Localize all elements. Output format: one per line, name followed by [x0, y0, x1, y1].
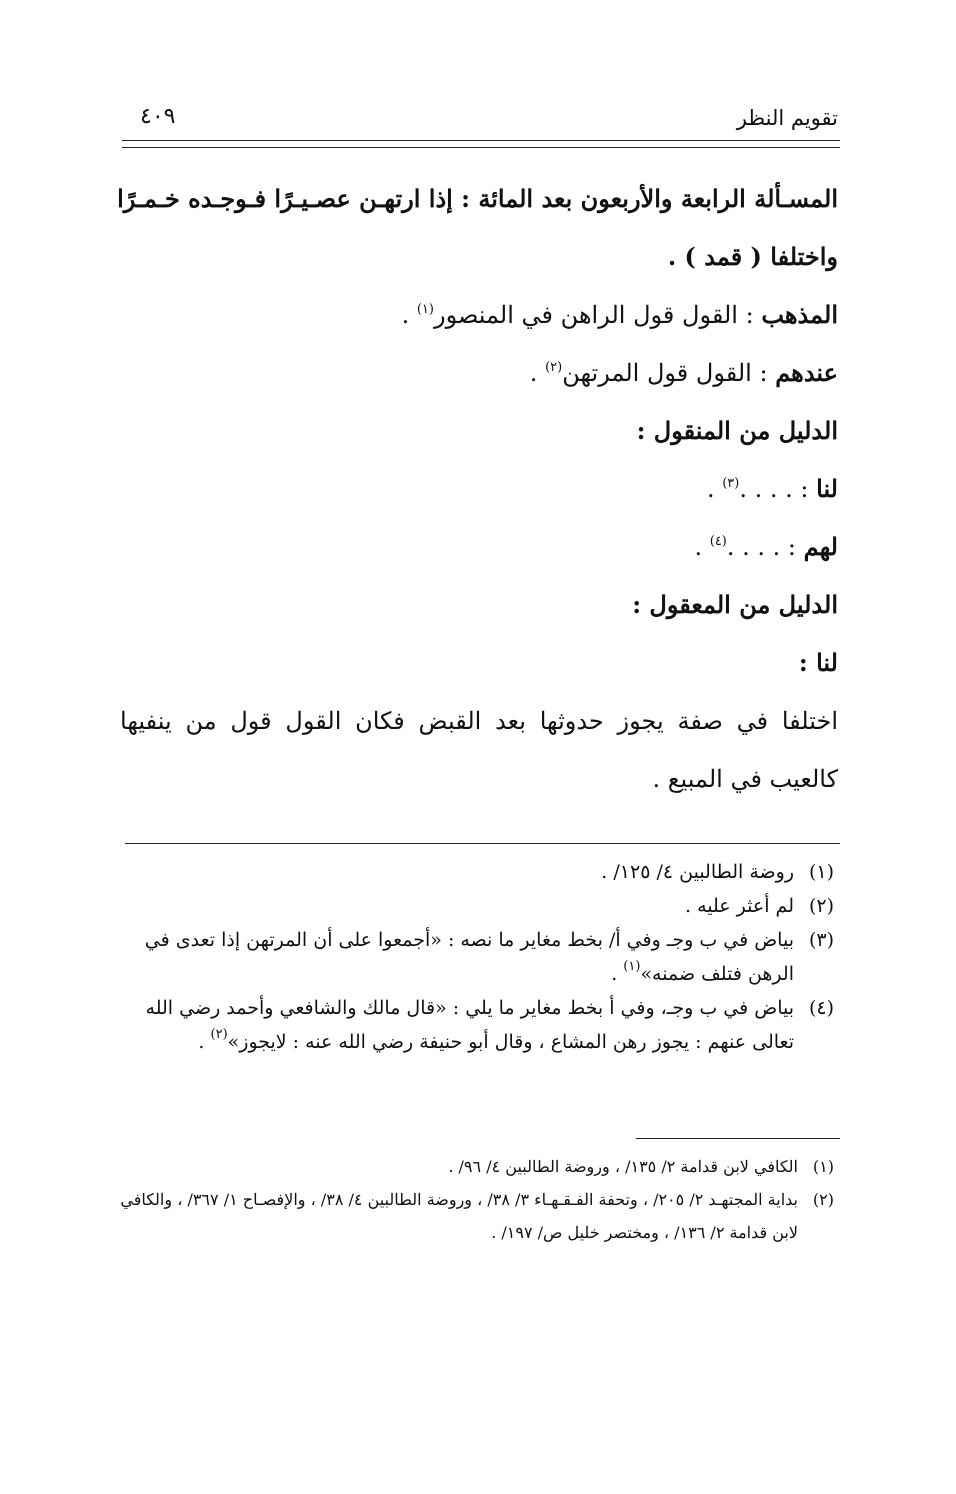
madhhab-line — [120, 286, 838, 344]
footnote-ref-3: (٣) — [722, 476, 740, 491]
subfootnote-separator — [636, 1138, 840, 1139]
indahum-line — [120, 344, 838, 402]
footnote-text: بياض في ب وجـ، وفي أ بخط مغاير ما يلي : «قال مالك والشافعي وأحمد رضي الله تعالى عنهم : يجوز رهن المشاع ، وقال أبو حنيفة رضي الله عنه : لايجوز» — [145, 997, 794, 1053]
subfootnotes — [118, 1150, 834, 1249]
footnote-text: بياض في ب وجـ وفي أ/ بخط مغاير ما نصه : «أجمعوا على أن المرتهن إذا تعدى في الرهن فتلف ضمنه» — [144, 929, 794, 985]
lana-text: : . . . . — [739, 475, 809, 503]
argument-line-2: كالعيب في المبيع . — [652, 765, 838, 793]
madhhab-text: : القول قول الراهن في المنصور — [433, 301, 754, 329]
footnote-ref-1: (١) — [416, 302, 434, 317]
footnote-text-wrap — [118, 923, 794, 991]
running-title: تقويم النظر — [736, 106, 838, 130]
subfootnote-number: (١) — [812, 1157, 834, 1176]
footnote-ref-4: (٤) — [709, 534, 727, 549]
footnote — [118, 991, 834, 1059]
subfootnote-ref-2: (٢) — [210, 1027, 228, 1042]
subfootnote-text: بداية المجتهـد ٢/ ٢٠٥/ ، وتحفة الفـقـهـاء ٣/ ٣٨/ ، وروضة الطالبين ٤/ ٣٨/ ، والإفصـاح ١/ ٣٦٧/ ، والكافي لابن قدامة ٢/ ١٣٦/ ، ومختصر خليل ص/ ١٩٧/ . — [120, 1190, 798, 1242]
subfootnote — [118, 1183, 834, 1249]
footnote-number: (١) — [808, 861, 834, 883]
footnote-separator — [125, 843, 840, 844]
argument-line-1: اختلفا في صفة يجوز حدوثها بعد القبض فكان القول قول من ينفيها — [120, 707, 838, 735]
manqul-heading: الدليل من المنقول : — [636, 416, 838, 445]
subfootnote-text: الكافي لابن قدامة ٢/ ١٣٥/ ، وروضة الطالبين ٤/ ٩٦/ . — [448, 1157, 798, 1176]
footnote-number: (٢) — [808, 895, 834, 917]
footnote-number: (٣) — [808, 929, 834, 951]
indahum-label: عندهم — [775, 358, 838, 387]
lana-line — [120, 460, 838, 518]
lana2-label: لنا : — [798, 648, 838, 677]
footnote-text: روضة الطالبين ٤/ ١٢٥/ . — [601, 861, 794, 883]
lana-label: لنا — [816, 474, 838, 503]
subfootnote — [118, 1150, 834, 1183]
footnote-text: لم أعثر عليه . — [685, 895, 794, 917]
header-rule-top — [122, 140, 840, 141]
footnote-end: . — [198, 1031, 211, 1053]
subfootnote-number: (٢) — [812, 1190, 834, 1209]
madhhab-end: . — [401, 301, 417, 329]
lahum-text: : . . . . — [726, 533, 796, 561]
issue-heading: المسـألة الرابعة والأربعون بعد المائة : إذا ارتهـن عصـيـرًا فـوجـده خـمـرًا — [117, 184, 838, 213]
footnote-ref-2: (٢) — [545, 360, 563, 375]
lana-end: . — [706, 475, 723, 503]
indahum-text: : القول قول المرتهن — [562, 359, 768, 387]
lahum-end: . — [694, 533, 710, 561]
footnotes — [118, 855, 834, 1059]
madhhab-label: المذهب — [761, 300, 838, 329]
page-number: ٤٠٩ — [140, 104, 176, 129]
header-rule-bottom — [122, 147, 840, 148]
subfootnote-ref-1: (١) — [623, 959, 641, 974]
indahum-end: . — [529, 359, 546, 387]
maqul-heading: الدليل من المعقول : — [632, 590, 838, 619]
footnote-text-wrap — [118, 991, 794, 1059]
footnote — [118, 855, 834, 889]
lahum-line — [120, 518, 838, 576]
footnote — [118, 889, 834, 923]
footnote-end: . — [611, 963, 624, 985]
main-text — [117, 170, 838, 808]
footnote — [118, 923, 834, 991]
lahum-label: لهم — [803, 532, 838, 561]
footnote-number: (٤) — [808, 997, 834, 1019]
issue-heading-continuation: واختلفا ( قمد ) . — [667, 242, 838, 271]
